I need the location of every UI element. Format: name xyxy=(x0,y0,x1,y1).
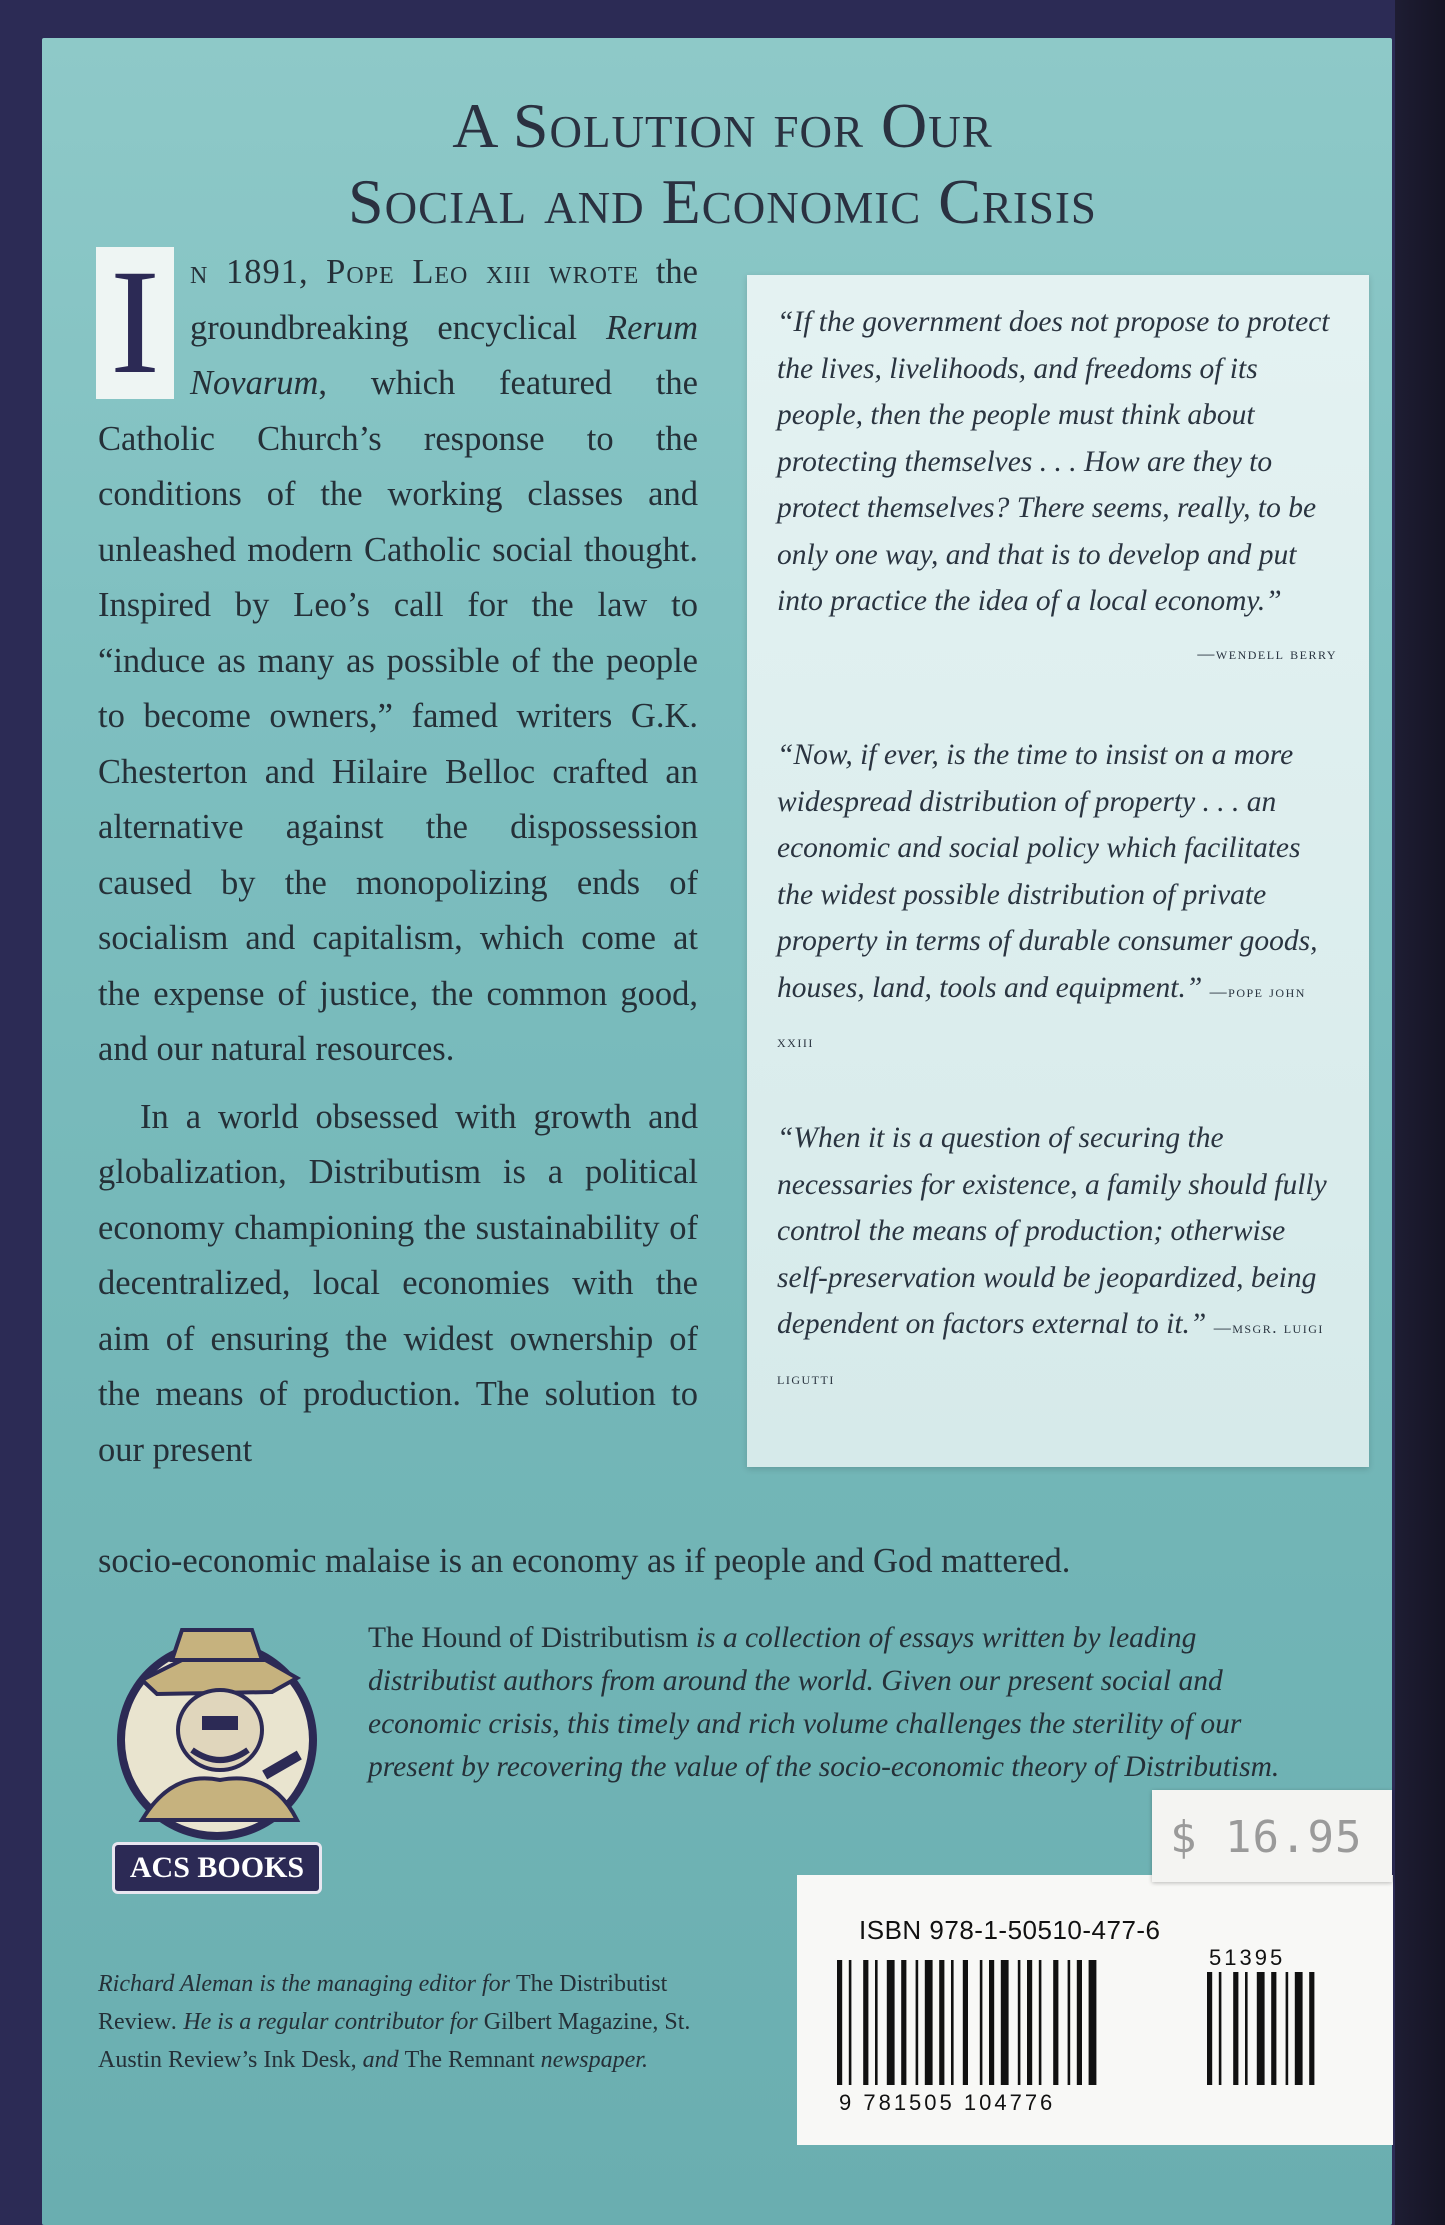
lead-caps: n 1891, Pope Leo xiii wrote xyxy=(190,253,640,291)
quote-1-text: “If the government does not propose to protect the lives, livelihoods, and freedoms of its people, then the people must think about protecting themselves . . . How are they to protect themselves? There seems, really, to be only one way, and that is to develop and put into practice the idea of a local economy.” xyxy=(777,306,1330,617)
price-code: 51395 xyxy=(1209,1945,1286,1970)
cover-title xyxy=(0,88,1445,240)
intro-paragraph-1 xyxy=(98,239,698,1078)
price-sticker xyxy=(1152,1790,1392,1882)
quote-3-text: “When it is a question of securing the necessaries for existence, a family should fully control the means of production; otherwise self-preservation would be jeopardized, being dependent on factors external to it.” xyxy=(777,1122,1327,1340)
hound-portrait-icon xyxy=(112,1620,322,1850)
blurb-text: is a collection of essays written by leading distributist authors from around the world. Given our present social and economic crisis, this timely and rich volume challenges the sterility of our present by recovering the value of the socio-economic theory of Distributism. xyxy=(368,1622,1280,1783)
title-line-1: A Solution for Our xyxy=(452,90,993,161)
encyclical-title: Rerum Novarum xyxy=(190,308,698,402)
barcode-number: 9 781505 104776 xyxy=(839,2090,1056,2115)
bio-pub-1: The Distributist Review xyxy=(98,1971,668,2035)
quote-1-attribution: —wendell berry xyxy=(1197,643,1337,663)
book-blurb xyxy=(368,1617,1288,1789)
bio-pub-3: The Remnant xyxy=(404,2047,535,2073)
title-line-2: Social and Economic Crisis xyxy=(348,166,1097,237)
price-value: $ 16.95 xyxy=(1170,1812,1363,1863)
drop-cap: I xyxy=(96,247,174,399)
publisher-logo xyxy=(112,1620,322,1884)
bio-text-d: newspaper. xyxy=(534,2047,648,2073)
background-edge xyxy=(1395,0,1445,2225)
bio-text-b: . He is a regular contributor for xyxy=(171,2009,484,2035)
intro-text-a: the groundbreaking encyclical xyxy=(190,253,698,347)
quote-box xyxy=(747,275,1369,1467)
publisher-name: ACS BOOKS xyxy=(112,1842,322,1894)
quote-2-text: “Now, if ever, is the time to insist on a more widespread distribution of property . . . an economic and social policy which facilitates the widest possible distribution of private property in terms of durable consumer goods, houses, land, tools and equipment.” xyxy=(777,739,1318,1004)
quote-1 xyxy=(777,299,1337,677)
barcode-label xyxy=(797,1875,1393,2145)
author-bio xyxy=(98,1965,718,2079)
bio-text-c: and xyxy=(356,2047,405,2073)
quote-2 xyxy=(777,732,1337,1066)
isbn-number: ISBN 978-1-50510-477-6 xyxy=(859,1915,1161,1945)
quote-3-attribution: —msgr. luigi ligutti xyxy=(777,1318,1324,1388)
bio-pub-2: Gilbert Magazine, St. Austin Review’s Ink Desk, xyxy=(98,2009,691,2073)
quote-3 xyxy=(777,1115,1337,1402)
intro-text-b: , which featured the Catholic Church’s response to the conditions of the working classes and unleashed modern Catholic social thought. Inspired by Leo’s call for the law to “induce as many as possible of the people to become owners,” famed writers G.K. Chesterton and Hilaire Belloc crafted an alternative against the dispossession caused by the monopolizing ends of socialism and capitalism, which come at the expense of justice, the common good, and our natural resources. xyxy=(98,364,698,1068)
bio-text-a: is the managing editor for xyxy=(253,1971,516,1997)
intro-last-line: socio-economic malaise is an economy as if people and God mattered. xyxy=(98,1542,1071,1580)
intro-text xyxy=(98,239,698,1478)
quote-2-attribution: —pope john xxiii xyxy=(777,981,1306,1051)
barcode-icon xyxy=(837,1960,1347,2085)
blurb-book-title: The Hound of Distributism xyxy=(368,1622,689,1654)
author-name: Richard Aleman xyxy=(98,1971,254,1997)
intro-paragraph-2: In a world obsessed with growth and globalization, Distributism is a political economy championing the sustainability of decentralized, local economies with the aim of ensuring the widest ownership of the means of production. The solution to our present xyxy=(98,1097,698,1469)
